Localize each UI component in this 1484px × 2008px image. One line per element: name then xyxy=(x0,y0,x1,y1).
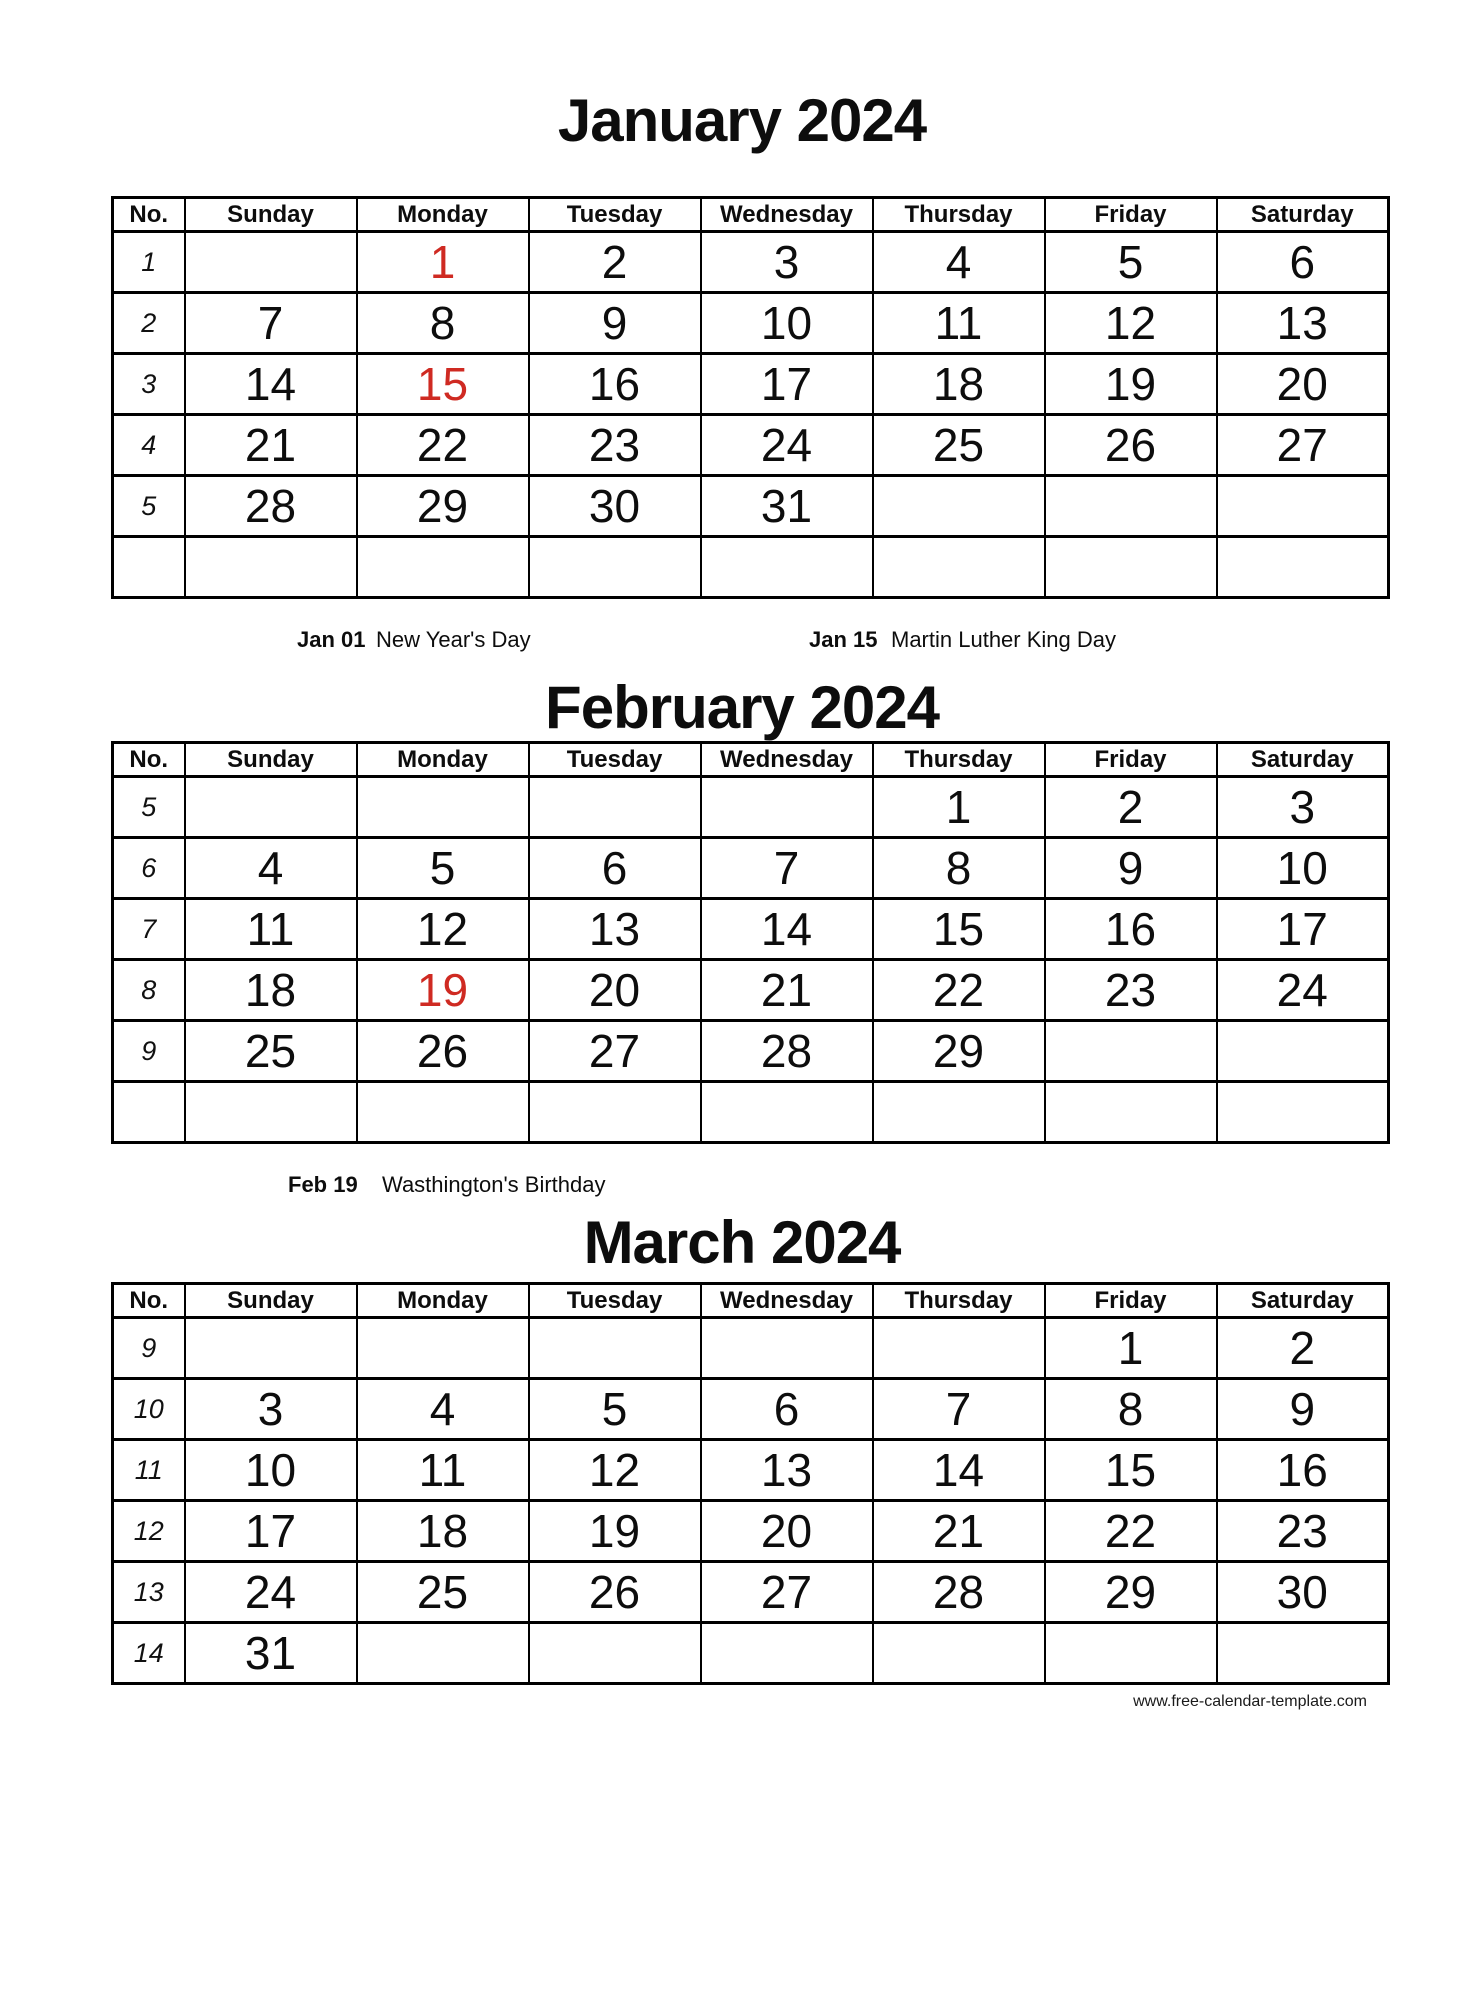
month-title: February 2024 xyxy=(545,674,939,741)
day-cell xyxy=(873,1082,1045,1143)
day-cell: 26 xyxy=(357,1021,529,1082)
week-row xyxy=(113,1379,1389,1440)
day-cell: 24 xyxy=(701,415,873,476)
holiday-day-cell: 1 xyxy=(357,232,529,293)
day-cell: 20 xyxy=(529,960,701,1021)
day-cell xyxy=(873,537,1045,598)
day-cell: 27 xyxy=(529,1021,701,1082)
weekday-header-cell: Monday xyxy=(357,743,529,777)
week-number-cell: 10 xyxy=(113,1379,185,1440)
week-number-header: No. xyxy=(113,198,185,232)
holiday-notes xyxy=(0,1172,1484,1198)
week-row xyxy=(113,960,1389,1021)
day-cell: 7 xyxy=(185,293,357,354)
day-cell: 15 xyxy=(873,899,1045,960)
day-cell: 10 xyxy=(1217,838,1389,899)
week-number-header: No. xyxy=(113,743,185,777)
week-number-cell: 14 xyxy=(113,1623,185,1684)
day-cell: 10 xyxy=(185,1440,357,1501)
day-cell: 19 xyxy=(529,1501,701,1562)
day-cell xyxy=(529,1318,701,1379)
weekday-header-cell: Wednesday xyxy=(701,198,873,232)
week-number-cell: 5 xyxy=(113,777,185,838)
weekday-header-cell: Sunday xyxy=(185,743,357,777)
holiday-date-label: Jan 01 xyxy=(297,627,366,652)
day-cell: 27 xyxy=(701,1562,873,1623)
day-cell: 2 xyxy=(1045,777,1217,838)
day-cell: 3 xyxy=(185,1379,357,1440)
day-cell: 19 xyxy=(1045,354,1217,415)
day-cell: 23 xyxy=(1045,960,1217,1021)
day-cell xyxy=(1045,1021,1217,1082)
week-row xyxy=(113,1440,1389,1501)
day-cell xyxy=(185,777,357,838)
week-number-cell: 6 xyxy=(113,838,185,899)
day-cell xyxy=(185,1318,357,1379)
week-row xyxy=(113,1318,1389,1379)
weekday-header-cell: Thursday xyxy=(873,198,1045,232)
weekday-header-row xyxy=(113,1284,1389,1318)
weekday-header-cell: Wednesday xyxy=(701,1284,873,1318)
day-cell xyxy=(529,777,701,838)
day-cell: 29 xyxy=(357,476,529,537)
day-cell: 3 xyxy=(1217,777,1389,838)
weekday-header-cell: Tuesday xyxy=(529,198,701,232)
day-cell: 18 xyxy=(873,354,1045,415)
week-row xyxy=(113,293,1389,354)
week-number-cell xyxy=(113,1082,185,1143)
week-number-cell: 5 xyxy=(113,476,185,537)
day-cell xyxy=(185,537,357,598)
weekday-header-cell: Friday xyxy=(1045,743,1217,777)
day-cell: 24 xyxy=(1217,960,1389,1021)
day-cell: 6 xyxy=(1217,232,1389,293)
day-cell: 20 xyxy=(701,1501,873,1562)
day-cell xyxy=(701,1082,873,1143)
day-cell: 14 xyxy=(873,1440,1045,1501)
weeks-body xyxy=(113,1318,1389,1684)
day-cell xyxy=(701,1623,873,1684)
week-number-cell: 1 xyxy=(113,232,185,293)
weekday-header xyxy=(113,198,1389,232)
week-number-cell: 9 xyxy=(113,1318,185,1379)
week-number-cell: 4 xyxy=(113,415,185,476)
day-cell xyxy=(1217,1623,1389,1684)
day-cell xyxy=(357,777,529,838)
day-cell xyxy=(873,1318,1045,1379)
day-cell: 28 xyxy=(701,1021,873,1082)
holiday-name-label: New Year's Day xyxy=(376,627,531,652)
week-number-cell: 3 xyxy=(113,354,185,415)
weekday-header-cell: Monday xyxy=(357,198,529,232)
day-cell xyxy=(1045,1623,1217,1684)
day-cell xyxy=(873,1623,1045,1684)
day-cell xyxy=(357,1082,529,1143)
day-cell: 25 xyxy=(873,415,1045,476)
weekday-header-cell: Friday xyxy=(1045,198,1217,232)
day-cell: 4 xyxy=(185,838,357,899)
week-number-cell xyxy=(113,537,185,598)
day-cell xyxy=(529,1082,701,1143)
month-calendar-table xyxy=(111,196,1390,599)
day-cell: 13 xyxy=(1217,293,1389,354)
day-cell: 26 xyxy=(1045,415,1217,476)
weekday-header-cell: Sunday xyxy=(185,1284,357,1318)
week-row xyxy=(113,899,1389,960)
weekday-header-row xyxy=(113,743,1389,777)
day-cell: 28 xyxy=(873,1562,1045,1623)
day-cell xyxy=(185,1082,357,1143)
month-calendar-table xyxy=(111,741,1390,1144)
day-cell xyxy=(357,1318,529,1379)
day-cell: 22 xyxy=(873,960,1045,1021)
day-cell: 24 xyxy=(185,1562,357,1623)
weekday-header-cell: Saturday xyxy=(1217,1284,1389,1318)
day-cell xyxy=(1045,1082,1217,1143)
day-cell xyxy=(701,777,873,838)
day-cell xyxy=(1045,476,1217,537)
day-cell: 18 xyxy=(185,960,357,1021)
day-cell: 6 xyxy=(529,838,701,899)
day-cell xyxy=(1217,537,1389,598)
weekday-header-cell: Thursday xyxy=(873,743,1045,777)
day-cell: 3 xyxy=(701,232,873,293)
week-row xyxy=(113,1501,1389,1562)
week-row xyxy=(113,1082,1389,1143)
day-cell: 27 xyxy=(1217,415,1389,476)
day-cell xyxy=(1217,1021,1389,1082)
weekday-header-cell: Thursday xyxy=(873,1284,1045,1318)
day-cell: 2 xyxy=(529,232,701,293)
week-row xyxy=(113,415,1389,476)
week-number-cell: 12 xyxy=(113,1501,185,1562)
month-calendar-table xyxy=(111,1282,1390,1685)
day-cell: 31 xyxy=(185,1623,357,1684)
weeks-body xyxy=(113,777,1389,1143)
day-cell: 8 xyxy=(873,838,1045,899)
holiday-notes xyxy=(0,627,1484,653)
day-cell: 30 xyxy=(529,476,701,537)
day-cell: 11 xyxy=(873,293,1045,354)
day-cell: 31 xyxy=(701,476,873,537)
day-cell: 26 xyxy=(529,1562,701,1623)
week-row xyxy=(113,476,1389,537)
weekday-header-cell: Saturday xyxy=(1217,198,1389,232)
day-cell: 8 xyxy=(1045,1379,1217,1440)
day-cell: 12 xyxy=(529,1440,701,1501)
day-cell xyxy=(1217,476,1389,537)
day-cell: 12 xyxy=(357,899,529,960)
day-cell: 6 xyxy=(701,1379,873,1440)
day-cell: 5 xyxy=(1045,232,1217,293)
calendar-root xyxy=(0,88,1484,1685)
day-cell: 17 xyxy=(701,354,873,415)
week-number-cell: 7 xyxy=(113,899,185,960)
day-cell: 30 xyxy=(1217,1562,1389,1623)
month-section xyxy=(0,1210,1484,1685)
day-cell: 16 xyxy=(1217,1440,1389,1501)
day-cell: 4 xyxy=(357,1379,529,1440)
day-cell: 21 xyxy=(701,960,873,1021)
day-cell: 12 xyxy=(1045,293,1217,354)
day-cell: 17 xyxy=(1217,899,1389,960)
weekday-header-cell: Sunday xyxy=(185,198,357,232)
month-title: March 2024 xyxy=(583,1209,901,1276)
week-row xyxy=(113,777,1389,838)
day-cell: 21 xyxy=(873,1501,1045,1562)
calendar-page xyxy=(0,88,1484,2008)
day-cell: 22 xyxy=(1045,1501,1217,1562)
day-cell xyxy=(357,1623,529,1684)
holiday-day-cell: 19 xyxy=(357,960,529,1021)
holiday-date-label: Jan 15 xyxy=(809,627,878,652)
day-cell: 21 xyxy=(185,415,357,476)
day-cell: 4 xyxy=(873,232,1045,293)
day-cell xyxy=(701,1318,873,1379)
day-cell: 17 xyxy=(185,1501,357,1562)
day-cell: 13 xyxy=(529,899,701,960)
day-cell: 9 xyxy=(1045,838,1217,899)
weekday-header xyxy=(113,743,1389,777)
day-cell: 15 xyxy=(1045,1440,1217,1501)
day-cell: 7 xyxy=(701,838,873,899)
day-cell: 14 xyxy=(701,899,873,960)
day-cell xyxy=(873,476,1045,537)
day-cell: 1 xyxy=(873,777,1045,838)
weekday-header-cell: Friday xyxy=(1045,1284,1217,1318)
week-row xyxy=(113,232,1389,293)
day-cell: 29 xyxy=(1045,1562,1217,1623)
week-row xyxy=(113,1562,1389,1623)
day-cell: 11 xyxy=(185,899,357,960)
weekday-header-cell: Monday xyxy=(357,1284,529,1318)
holiday-date-label: Feb 19 xyxy=(288,1172,358,1197)
day-cell: 23 xyxy=(529,415,701,476)
day-cell: 28 xyxy=(185,476,357,537)
day-cell: 23 xyxy=(1217,1501,1389,1562)
month-title: January 2024 xyxy=(557,87,927,154)
week-row xyxy=(113,1623,1389,1684)
holiday-name-label: Wasthington's Birthday xyxy=(382,1172,606,1197)
month-section xyxy=(0,675,1484,1198)
week-row xyxy=(113,354,1389,415)
weekday-header-cell: Tuesday xyxy=(529,743,701,777)
month-section xyxy=(0,88,1484,653)
day-cell xyxy=(1217,1082,1389,1143)
day-cell: 25 xyxy=(357,1562,529,1623)
weekday-header-cell: Tuesday xyxy=(529,1284,701,1318)
week-number-cell: 13 xyxy=(113,1562,185,1623)
day-cell xyxy=(529,1623,701,1684)
day-cell xyxy=(701,537,873,598)
week-number-cell: 8 xyxy=(113,960,185,1021)
week-row xyxy=(113,838,1389,899)
day-cell: 9 xyxy=(1217,1379,1389,1440)
holiday-day-cell: 15 xyxy=(357,354,529,415)
week-number-cell: 2 xyxy=(113,293,185,354)
day-cell: 20 xyxy=(1217,354,1389,415)
day-cell: 14 xyxy=(185,354,357,415)
weekday-header-row xyxy=(113,198,1389,232)
weeks-body xyxy=(113,232,1389,598)
day-cell: 16 xyxy=(1045,899,1217,960)
day-cell: 7 xyxy=(873,1379,1045,1440)
weekday-header xyxy=(113,1284,1389,1318)
week-number-header: No. xyxy=(113,1284,185,1318)
day-cell: 13 xyxy=(701,1440,873,1501)
day-cell: 1 xyxy=(1045,1318,1217,1379)
day-cell: 29 xyxy=(873,1021,1045,1082)
day-cell: 22 xyxy=(357,415,529,476)
day-cell: 8 xyxy=(357,293,529,354)
day-cell: 5 xyxy=(357,838,529,899)
week-row xyxy=(113,537,1389,598)
day-cell: 11 xyxy=(357,1440,529,1501)
day-cell: 25 xyxy=(185,1021,357,1082)
day-cell: 9 xyxy=(529,293,701,354)
day-cell xyxy=(357,537,529,598)
week-number-cell: 11 xyxy=(113,1440,185,1501)
day-cell: 18 xyxy=(357,1501,529,1562)
week-number-cell: 9 xyxy=(113,1021,185,1082)
week-row xyxy=(113,1021,1389,1082)
weekday-header-cell: Saturday xyxy=(1217,743,1389,777)
site-footer-url: www.free-calendar-template.com xyxy=(1133,1693,1367,1710)
day-cell: 5 xyxy=(529,1379,701,1440)
day-cell xyxy=(185,232,357,293)
day-cell xyxy=(1045,537,1217,598)
day-cell: 2 xyxy=(1217,1318,1389,1379)
weekday-header-cell: Wednesday xyxy=(701,743,873,777)
day-cell: 10 xyxy=(701,293,873,354)
holiday-name-label: Martin Luther King Day xyxy=(891,627,1116,652)
day-cell: 16 xyxy=(529,354,701,415)
day-cell xyxy=(529,537,701,598)
